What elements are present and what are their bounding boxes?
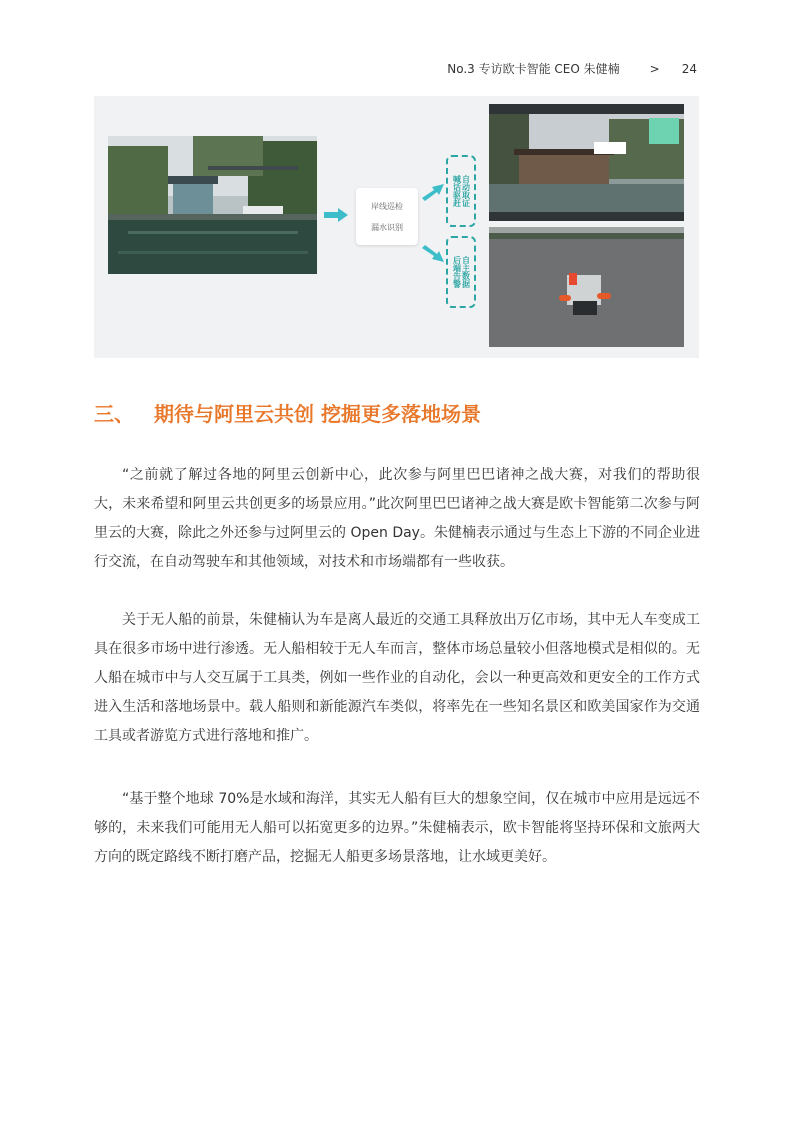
paragraph-3: “基于整个地球 70%是水域和海洋，其实无人船有巨大的想象空间，仅在城市中应用是远远不够的，未来我们可能用无人船可以拓宽更多的边界。”朱健楠表示，欧卡智能将坚持环保和文旅两大方向的既定路线不断打磨产品，挖掘无人船更多场景落地，让水域更美好。 [94, 791, 700, 865]
data-alert-box [446, 236, 476, 308]
inspection-label-1: 岸线巡检 [371, 201, 403, 211]
boat-photo [489, 227, 684, 347]
page-header [447, 60, 697, 77]
page-number: 24 [681, 61, 697, 76]
header-separator: > [649, 61, 660, 76]
section-heading [94, 398, 481, 427]
arrow-upright-icon [422, 182, 444, 202]
arrow-downright-icon [422, 244, 444, 264]
inspection-box [356, 188, 418, 245]
voice-dispel-label: 喊话驱赶 [452, 175, 462, 207]
shoreline-photo [108, 136, 317, 274]
paragraph-2: 关于无人船的前景，朱健楠认为车是离人最近的交通工具释放出万亿市场，其中无人车变成工具在很多市场中进行渗透。无人船相较于无人车而言，整体市场总量较小但落地模式是相似的。无人船在城市中与人交互属于工具类，例如一些作业的自动化，会以一种更高效和更安全的工作方式进入生活和落地场景中。载人船则和新能源汽车类似，将率先在一些知名景区和欧美国家作为交通工具或者游览方式进行落地和推广。 [94, 612, 700, 744]
section-number: 三、 [94, 402, 134, 426]
backend-alert-label: 后端告警 [452, 256, 462, 288]
auto-evidence-box [446, 155, 476, 227]
issue-and-title [447, 60, 619, 77]
inspection-label-2: 漏水识别 [371, 222, 403, 232]
section-title: 期待与阿里云共创 挖掘更多落地场景 [154, 402, 481, 426]
auto-data-label: 自主数据 [461, 256, 471, 288]
arrow-right-icon [324, 208, 348, 222]
header-title: 专访欧卡智能 CEO 朱健楠 [478, 62, 620, 76]
issue-number: No.3 [447, 62, 475, 76]
app-screenshot-photo [489, 104, 684, 221]
workflow-figure [94, 96, 699, 358]
paragraph-1: “之前就了解过各地的阿里云创新中心，此次参与阿里巴巴诸神之战大赛，对我们的帮助很大，未来希望和阿里云共创更多的场景应用。”此次阿里巴巴诸神之战大赛是欧卡智能第二次参与阿里云的大赛，除此之外还参与过阿里云的 Open Day。朱健楠表示通过与生态上下游的不同企业进行交流，在自动驾驶车和其他领域，对技术和市场端都有一些收获。 [94, 467, 700, 570]
auto-evidence-label: 自动取证 [461, 175, 471, 207]
